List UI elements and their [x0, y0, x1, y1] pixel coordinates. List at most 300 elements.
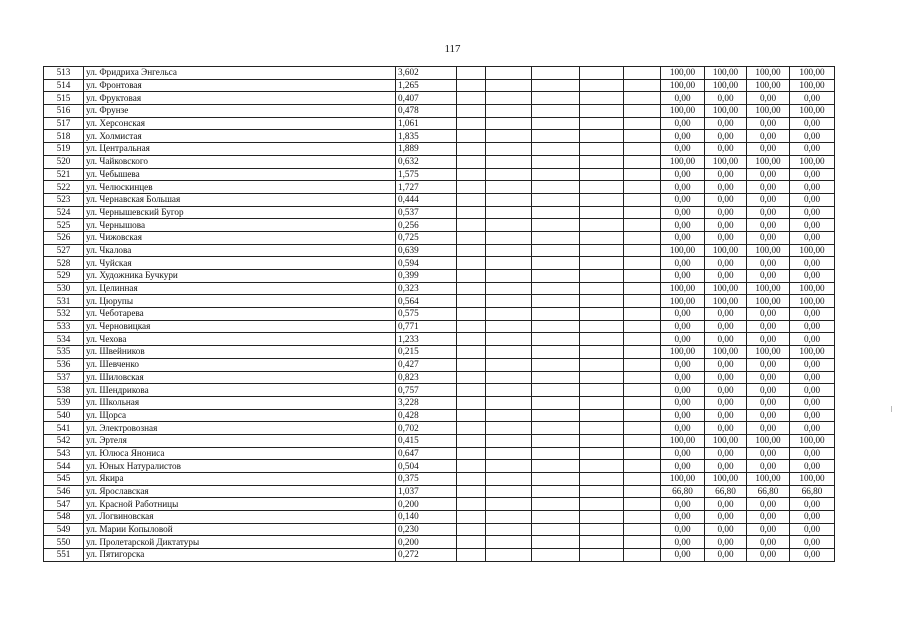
row-number-cell: 523: [44, 193, 84, 206]
row-number-cell: 543: [44, 447, 84, 460]
empty-cell: [457, 460, 486, 473]
percent-value-cell: 0,00: [790, 384, 835, 397]
empty-cell: [532, 231, 580, 244]
empty-cell: [580, 219, 624, 232]
length-cell: 0,399: [396, 270, 457, 283]
percent-value-cell: 100,00: [790, 155, 835, 168]
percent-value-cell: 0,00: [705, 549, 747, 562]
row-number-cell: 532: [44, 308, 84, 321]
length-cell: 0,415: [396, 434, 457, 447]
percent-value-cell: 0,00: [790, 130, 835, 143]
percent-value-cell: 0,00: [747, 422, 790, 435]
street-table-body: [44, 67, 835, 562]
empty-cell: [580, 231, 624, 244]
percent-value-cell: 0,00: [790, 333, 835, 346]
empty-cell: [624, 549, 661, 562]
percent-value-cell: 0,00: [705, 523, 747, 536]
street-name-cell: ул. Цюрупы: [84, 295, 396, 308]
table-row: [44, 270, 835, 283]
percent-value-cell: 0,00: [747, 549, 790, 562]
empty-cell: [457, 333, 486, 346]
empty-cell: [624, 79, 661, 92]
row-number-cell: 548: [44, 511, 84, 524]
table-row: [44, 320, 835, 333]
street-name-cell: ул. Чижовская: [84, 231, 396, 244]
percent-value-cell: 100,00: [661, 79, 705, 92]
table-row: [44, 511, 835, 524]
percent-value-cell: 100,00: [747, 105, 790, 118]
empty-cell: [580, 92, 624, 105]
percent-value-cell: 0,00: [747, 409, 790, 422]
empty-cell: [457, 384, 486, 397]
empty-cell: [624, 536, 661, 549]
empty-cell: [532, 485, 580, 498]
empty-cell: [580, 473, 624, 486]
empty-cell: [486, 270, 532, 283]
empty-cell: [580, 549, 624, 562]
street-name-cell: ул. Якира: [84, 473, 396, 486]
empty-cell: [532, 168, 580, 181]
empty-cell: [457, 181, 486, 194]
length-cell: 0,272: [396, 549, 457, 562]
empty-cell: [486, 460, 532, 473]
empty-cell: [532, 295, 580, 308]
empty-cell: [624, 447, 661, 460]
percent-value-cell: 0,00: [790, 498, 835, 511]
street-name-cell: ул. Щорса: [84, 409, 396, 422]
table-row: [44, 257, 835, 270]
percent-value-cell: 0,00: [747, 270, 790, 283]
table-row: [44, 206, 835, 219]
empty-cell: [624, 511, 661, 524]
empty-cell: [486, 447, 532, 460]
empty-cell: [486, 308, 532, 321]
percent-value-cell: 100,00: [790, 434, 835, 447]
empty-cell: [532, 206, 580, 219]
table-row: [44, 384, 835, 397]
empty-cell: [580, 193, 624, 206]
percent-value-cell: 0,00: [790, 231, 835, 244]
street-name-cell: ул. Чуйская: [84, 257, 396, 270]
empty-cell: [486, 105, 532, 118]
empty-cell: [532, 511, 580, 524]
empty-cell: [532, 473, 580, 486]
street-name-cell: ул. Челюскинцев: [84, 181, 396, 194]
empty-cell: [580, 320, 624, 333]
percent-value-cell: 0,00: [790, 422, 835, 435]
percent-value-cell: 100,00: [790, 295, 835, 308]
empty-cell: [457, 409, 486, 422]
empty-cell: [486, 473, 532, 486]
row-number-cell: 516: [44, 105, 84, 118]
percent-value-cell: 0,00: [790, 358, 835, 371]
length-cell: 0,632: [396, 155, 457, 168]
percent-value-cell: 0,00: [790, 117, 835, 130]
empty-cell: [532, 219, 580, 232]
empty-cell: [457, 434, 486, 447]
empty-cell: [580, 485, 624, 498]
percent-value-cell: 0,00: [661, 371, 705, 384]
table-row: [44, 105, 835, 118]
length-cell: 0,215: [396, 346, 457, 359]
table-row: [44, 460, 835, 473]
empty-cell: [624, 371, 661, 384]
empty-cell: [580, 511, 624, 524]
empty-cell: [624, 498, 661, 511]
empty-cell: [532, 244, 580, 257]
percent-value-cell: 100,00: [747, 67, 790, 80]
row-number-cell: 542: [44, 434, 84, 447]
table-row: [44, 67, 835, 80]
empty-cell: [486, 333, 532, 346]
empty-cell: [457, 422, 486, 435]
percent-value-cell: 0,00: [661, 511, 705, 524]
empty-cell: [624, 295, 661, 308]
percent-value-cell: 0,00: [747, 447, 790, 460]
percent-value-cell: 0,00: [790, 511, 835, 524]
percent-value-cell: 0,00: [705, 511, 747, 524]
empty-cell: [580, 295, 624, 308]
empty-cell: [624, 473, 661, 486]
empty-cell: [580, 206, 624, 219]
empty-cell: [457, 320, 486, 333]
empty-cell: [457, 270, 486, 283]
empty-cell: [457, 79, 486, 92]
empty-cell: [486, 155, 532, 168]
percent-value-cell: 0,00: [705, 92, 747, 105]
row-number-cell: 547: [44, 498, 84, 511]
empty-cell: [580, 117, 624, 130]
empty-cell: [486, 295, 532, 308]
street-name-cell: ул. Чернышова: [84, 219, 396, 232]
row-number-cell: 518: [44, 130, 84, 143]
row-number-cell: 540: [44, 409, 84, 422]
percent-value-cell: 0,00: [705, 117, 747, 130]
empty-cell: [580, 244, 624, 257]
length-cell: 0,639: [396, 244, 457, 257]
empty-cell: [624, 67, 661, 80]
percent-value-cell: 0,00: [661, 460, 705, 473]
row-number-cell: 520: [44, 155, 84, 168]
row-number-cell: 517: [44, 117, 84, 130]
percent-value-cell: 100,00: [705, 105, 747, 118]
length-cell: 0,200: [396, 536, 457, 549]
row-number-cell: 533: [44, 320, 84, 333]
empty-cell: [457, 219, 486, 232]
empty-cell: [624, 384, 661, 397]
percent-value-cell: 0,00: [747, 206, 790, 219]
percent-value-cell: 0,00: [661, 409, 705, 422]
empty-cell: [624, 130, 661, 143]
scan-artifact: [891, 406, 892, 412]
percent-value-cell: 0,00: [705, 384, 747, 397]
empty-cell: [624, 92, 661, 105]
length-cell: 0,537: [396, 206, 457, 219]
table-row: [44, 485, 835, 498]
row-number-cell: 519: [44, 143, 84, 156]
percent-value-cell: 0,00: [661, 117, 705, 130]
length-cell: 1,265: [396, 79, 457, 92]
empty-cell: [486, 168, 532, 181]
length-cell: 0,823: [396, 371, 457, 384]
row-number-cell: 550: [44, 536, 84, 549]
percent-value-cell: 0,00: [747, 460, 790, 473]
percent-value-cell: 0,00: [747, 536, 790, 549]
empty-cell: [532, 434, 580, 447]
table-row: [44, 295, 835, 308]
street-name-cell: ул. Ярославская: [84, 485, 396, 498]
empty-cell: [532, 396, 580, 409]
table-row: [44, 79, 835, 92]
percent-value-cell: 0,00: [790, 409, 835, 422]
length-cell: 1,727: [396, 181, 457, 194]
length-cell: 1,835: [396, 130, 457, 143]
percent-value-cell: 0,00: [661, 523, 705, 536]
length-cell: 1,061: [396, 117, 457, 130]
row-number-cell: 525: [44, 219, 84, 232]
length-cell: 0,375: [396, 473, 457, 486]
empty-cell: [624, 168, 661, 181]
empty-cell: [624, 193, 661, 206]
row-number-cell: 534: [44, 333, 84, 346]
table-row: [44, 308, 835, 321]
empty-cell: [457, 308, 486, 321]
empty-cell: [624, 270, 661, 283]
table-row: [44, 333, 835, 346]
percent-value-cell: 100,00: [790, 244, 835, 257]
table-row: [44, 422, 835, 435]
percent-value-cell: 100,00: [747, 282, 790, 295]
percent-value-cell: 0,00: [705, 219, 747, 232]
table-row: [44, 193, 835, 206]
empty-cell: [457, 67, 486, 80]
table-row: [44, 536, 835, 549]
percent-value-cell: 0,00: [661, 333, 705, 346]
percent-value-cell: 0,00: [747, 92, 790, 105]
empty-cell: [457, 130, 486, 143]
empty-cell: [457, 244, 486, 257]
percent-value-cell: 0,00: [747, 231, 790, 244]
length-cell: 1,233: [396, 333, 457, 346]
empty-cell: [532, 155, 580, 168]
percent-value-cell: 0,00: [661, 92, 705, 105]
empty-cell: [532, 358, 580, 371]
empty-cell: [486, 219, 532, 232]
percent-value-cell: 0,00: [790, 396, 835, 409]
page-number: 117: [444, 43, 461, 55]
percent-value-cell: 0,00: [747, 308, 790, 321]
empty-cell: [624, 117, 661, 130]
empty-cell: [457, 168, 486, 181]
percent-value-cell: 0,00: [747, 523, 790, 536]
empty-cell: [580, 346, 624, 359]
street-name-cell: ул. Шендрикова: [84, 384, 396, 397]
table-row: [44, 231, 835, 244]
percent-value-cell: 0,00: [705, 320, 747, 333]
percent-value-cell: 0,00: [705, 308, 747, 321]
percent-value-cell: 100,00: [705, 434, 747, 447]
empty-cell: [580, 168, 624, 181]
percent-value-cell: 100,00: [747, 295, 790, 308]
length-cell: 0,230: [396, 523, 457, 536]
length-cell: 1,037: [396, 485, 457, 498]
street-name-cell: ул. Шевченко: [84, 358, 396, 371]
percent-value-cell: 0,00: [705, 409, 747, 422]
percent-value-cell: 100,00: [790, 105, 835, 118]
empty-cell: [580, 523, 624, 536]
empty-cell: [457, 105, 486, 118]
street-name-cell: ул. Швейников: [84, 346, 396, 359]
percent-value-cell: 100,00: [790, 346, 835, 359]
percent-value-cell: 100,00: [790, 79, 835, 92]
empty-cell: [486, 346, 532, 359]
percent-value-cell: 0,00: [790, 181, 835, 194]
percent-value-cell: 0,00: [790, 447, 835, 460]
percent-value-cell: 100,00: [705, 295, 747, 308]
empty-cell: [486, 130, 532, 143]
row-number-cell: 551: [44, 549, 84, 562]
percent-value-cell: 0,00: [705, 270, 747, 283]
row-number-cell: 528: [44, 257, 84, 270]
street-name-cell: ул. Херсонская: [84, 117, 396, 130]
street-name-cell: ул. Фридриха Энгельса: [84, 67, 396, 80]
street-name-cell: ул. Художника Бучкури: [84, 270, 396, 283]
percent-value-cell: 0,00: [790, 371, 835, 384]
empty-cell: [624, 460, 661, 473]
percent-value-cell: 0,00: [790, 536, 835, 549]
percent-value-cell: 0,00: [705, 130, 747, 143]
percent-value-cell: 0,00: [790, 308, 835, 321]
length-cell: 0,564: [396, 295, 457, 308]
empty-cell: [580, 333, 624, 346]
empty-cell: [532, 79, 580, 92]
percent-value-cell: 0,00: [705, 358, 747, 371]
length-cell: 1,889: [396, 143, 457, 156]
percent-value-cell: 100,00: [661, 155, 705, 168]
row-number-cell: 531: [44, 295, 84, 308]
row-number-cell: 530: [44, 282, 84, 295]
empty-cell: [457, 143, 486, 156]
empty-cell: [486, 79, 532, 92]
length-cell: 0,323: [396, 282, 457, 295]
empty-cell: [580, 358, 624, 371]
street-name-cell: ул. Холмистая: [84, 130, 396, 143]
street-name-cell: ул. Фруктовая: [84, 92, 396, 105]
percent-value-cell: 0,00: [661, 130, 705, 143]
length-cell: 0,444: [396, 193, 457, 206]
empty-cell: [532, 67, 580, 80]
empty-cell: [457, 231, 486, 244]
empty-cell: [486, 396, 532, 409]
empty-cell: [457, 117, 486, 130]
percent-value-cell: 0,00: [705, 193, 747, 206]
street-name-cell: ул. Юных Натуралистов: [84, 460, 396, 473]
length-cell: 0,725: [396, 231, 457, 244]
empty-cell: [457, 473, 486, 486]
empty-cell: [457, 447, 486, 460]
empty-cell: [532, 447, 580, 460]
row-number-cell: 538: [44, 384, 84, 397]
empty-cell: [580, 396, 624, 409]
percent-value-cell: 0,00: [705, 447, 747, 460]
empty-cell: [580, 536, 624, 549]
percent-value-cell: 100,00: [705, 244, 747, 257]
empty-cell: [532, 498, 580, 511]
length-cell: 0,478: [396, 105, 457, 118]
empty-cell: [532, 333, 580, 346]
empty-cell: [457, 92, 486, 105]
percent-value-cell: 100,00: [705, 79, 747, 92]
table-row: [44, 346, 835, 359]
empty-cell: [486, 206, 532, 219]
empty-cell: [624, 308, 661, 321]
percent-value-cell: 0,00: [790, 460, 835, 473]
empty-cell: [532, 422, 580, 435]
empty-cell: [580, 384, 624, 397]
row-number-cell: 546: [44, 485, 84, 498]
percent-value-cell: 100,00: [661, 346, 705, 359]
percent-value-cell: 100,00: [705, 155, 747, 168]
empty-cell: [457, 295, 486, 308]
empty-cell: [457, 536, 486, 549]
empty-cell: [486, 422, 532, 435]
table-row: [44, 523, 835, 536]
row-number-cell: 514: [44, 79, 84, 92]
empty-cell: [532, 117, 580, 130]
empty-cell: [457, 155, 486, 168]
empty-cell: [486, 67, 532, 80]
empty-cell: [624, 244, 661, 257]
empty-cell: [624, 333, 661, 346]
percent-value-cell: 0,00: [790, 92, 835, 105]
street-name-cell: ул. Чайковского: [84, 155, 396, 168]
empty-cell: [457, 282, 486, 295]
row-number-cell: 521: [44, 168, 84, 181]
percent-value-cell: 0,00: [705, 143, 747, 156]
empty-cell: [457, 257, 486, 270]
table-row: [44, 549, 835, 562]
percent-value-cell: 0,00: [747, 371, 790, 384]
street-name-cell: ул. Школьная: [84, 396, 396, 409]
table-row: [44, 155, 835, 168]
table-row: [44, 244, 835, 257]
percent-value-cell: 0,00: [747, 396, 790, 409]
percent-value-cell: 0,00: [661, 143, 705, 156]
empty-cell: [532, 549, 580, 562]
percent-value-cell: 100,00: [747, 473, 790, 486]
empty-cell: [624, 219, 661, 232]
empty-cell: [580, 105, 624, 118]
empty-cell: [580, 282, 624, 295]
percent-value-cell: 0,00: [661, 447, 705, 460]
percent-value-cell: 0,00: [661, 257, 705, 270]
percent-value-cell: 0,00: [747, 143, 790, 156]
row-number-cell: 539: [44, 396, 84, 409]
length-cell: 0,256: [396, 219, 457, 232]
table-row: [44, 282, 835, 295]
row-number-cell: 527: [44, 244, 84, 257]
empty-cell: [486, 244, 532, 257]
percent-value-cell: 0,00: [705, 181, 747, 194]
percent-value-cell: 0,00: [661, 384, 705, 397]
percent-value-cell: 66,80: [747, 485, 790, 498]
empty-cell: [580, 130, 624, 143]
empty-cell: [580, 270, 624, 283]
percent-value-cell: 0,00: [790, 168, 835, 181]
row-number-cell: 545: [44, 473, 84, 486]
empty-cell: [532, 193, 580, 206]
street-name-cell: ул. Юлюса Янониса: [84, 447, 396, 460]
